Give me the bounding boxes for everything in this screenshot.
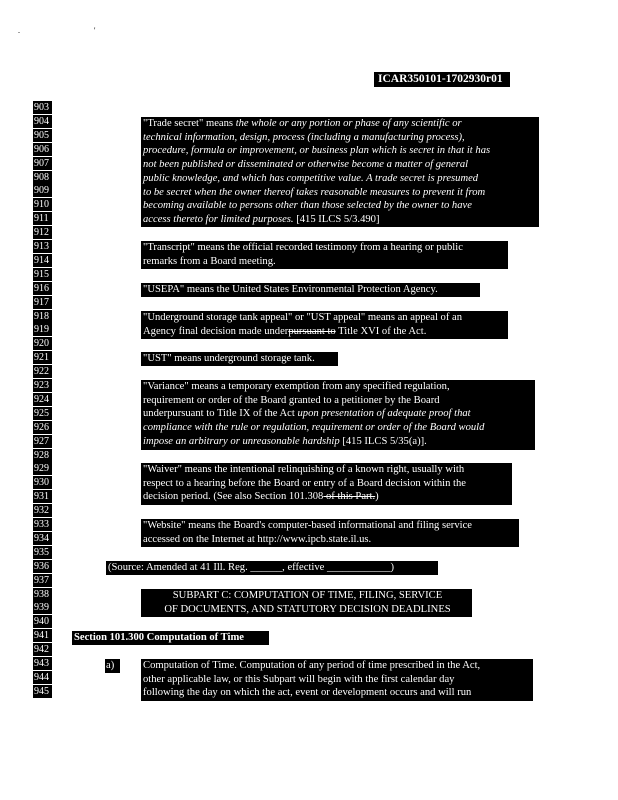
line-number: 911 [33, 212, 52, 225]
line-number: 935 [33, 546, 52, 559]
text-line: respect to a hearing before the Board or entry of a Board decision within the [143, 477, 466, 489]
line-number: 942 [33, 643, 52, 656]
line-number: 905 [33, 129, 52, 142]
definition-transcript [141, 241, 508, 269]
line-number: 920 [33, 337, 52, 350]
line-number: 937 [33, 574, 52, 587]
text-line: becoming available to persons other than those selected by the owner to have [143, 200, 472, 212]
subpart-heading [141, 589, 472, 617]
line-number: 926 [33, 421, 52, 434]
line-number: 921 [33, 351, 52, 364]
line-number: 916 [33, 282, 52, 295]
text-line: "Trade secret" means the whole or any portion or phase of any scientific or [143, 118, 462, 129]
line-number: 929 [33, 462, 52, 475]
definition-ust-appeal [141, 311, 508, 339]
line-number: 907 [33, 157, 52, 170]
text-line: other applicable law, or this Subpart will begin with the first calendar day [143, 673, 455, 685]
text-line: access thereto for limited purposes. [415 ILCS 5/3.490] [143, 213, 380, 225]
paragraph-label [105, 659, 120, 673]
text-line: OF DOCUMENTS, AND STATUTORY DECISION DEADLINES [164, 603, 451, 615]
line-number: 917 [33, 296, 52, 309]
text-line: accessed on the Internet at http://www.ipcb.state.il.us. [143, 533, 372, 545]
line-number: 939 [33, 601, 52, 614]
line-number: 938 [33, 588, 52, 601]
line-number: 936 [33, 560, 52, 573]
line-number: 914 [33, 254, 52, 267]
text-line: underpursuant to Title IX of the Act upon presentation of adequate proof that [143, 408, 471, 420]
text-line: to be secret when the owner thereof takes reasonable measures to prevent it from [143, 186, 486, 198]
text-line: remarks from a Board meeting. [143, 255, 276, 267]
text-line: following the day on which the act, event or development occurs and will run [143, 687, 472, 699]
line-number: 934 [33, 532, 52, 545]
line-number: 913 [33, 240, 52, 253]
text-line: Computation of Time. Computation of any period of time prescribed in the Act, [143, 660, 481, 671]
definition-variance [141, 380, 535, 450]
line-number: 909 [33, 184, 52, 197]
margin-specks: . ' [18, 26, 132, 35]
text-line: "UST" means underground storage tank. [143, 353, 315, 364]
line-number: 908 [33, 171, 52, 184]
line-number: 925 [33, 407, 52, 420]
text-line: SUBPART C: COMPUTATION OF TIME, FILING, SERVICE [172, 590, 443, 601]
text-line: (Source: Amended at 41 Ill. Reg. ______, effective ____________) [108, 562, 395, 573]
text-line: "Variance" means a temporary exemption from any specified regulation, [143, 381, 450, 392]
text-line: requirement or order of the Board granted to a petitioner by the Board [143, 394, 440, 406]
text-line: "USEPA" means the United States Environmental Protection Agency. [143, 284, 438, 295]
paragraph-a [141, 659, 533, 701]
document-id-header: ICAR350101-1702930r01 [374, 72, 510, 87]
line-number: 924 [33, 393, 52, 406]
line-number: 941 [33, 629, 52, 642]
line-number: 927 [33, 435, 52, 448]
line-number: 944 [33, 671, 52, 684]
line-number: 943 [33, 657, 52, 670]
text-line: "Transcript" means the official recorded testimony from a hearing or public [143, 242, 463, 253]
text-line: "Underground storage tank appeal" or "UST appeal" means an appeal of an [143, 312, 463, 323]
line-number: 922 [33, 365, 52, 378]
line-number: 903 [33, 101, 52, 114]
text-line: Section 101.300 Computation of Time [74, 632, 244, 643]
text-line: impose an arbitrary or unreasonable hardship [415 ILCS 5/35(a)]. [143, 435, 427, 447]
text-line: "Website" means the Board's computer-based informational and filing service [143, 520, 472, 531]
definition-usepa [141, 283, 480, 297]
definition-waiver [141, 463, 512, 505]
text-line: a) [106, 660, 115, 671]
definition-ust [141, 352, 338, 366]
text-line: decision period. (See also Section 101.308 of this Part.) [143, 491, 379, 503]
line-number: 928 [33, 449, 52, 462]
text-line: compliance with the rule or regulation, requirement or order of the Board would [143, 422, 485, 434]
line-number: 912 [33, 226, 52, 239]
text-line: technical information, design, process (including a manufacturing process), [143, 131, 465, 143]
line-number: 910 [33, 198, 52, 211]
text-line: Agency final decision made underpursuant to Title XVI of the Act. [143, 325, 427, 337]
line-number: 932 [33, 504, 52, 517]
line-number: 945 [33, 685, 52, 698]
source-note [106, 561, 438, 575]
line-number: 933 [33, 518, 52, 531]
line-number: 919 [33, 323, 52, 336]
line-number: 915 [33, 268, 52, 281]
line-number: 940 [33, 615, 52, 628]
section-heading [72, 631, 269, 645]
text-line: procedure, formula or improvement, or business plan which is secret in that it has [143, 145, 491, 157]
definition-website [141, 519, 519, 547]
line-number: 923 [33, 379, 52, 392]
line-number: 930 [33, 476, 52, 489]
line-number: 906 [33, 143, 52, 156]
line-number: 931 [33, 490, 52, 503]
line-number: 918 [33, 310, 52, 323]
definition-trade-secret [141, 117, 539, 227]
line-number: 904 [33, 115, 52, 128]
text-line: public knowledge, and which has competitive value. A trade secret is presumed [143, 172, 479, 184]
text-line: "Waiver" means the intentional relinquishing of a known right, usually with [143, 464, 465, 475]
text-line: not been published or disseminated or otherwise become a matter of general [143, 159, 469, 171]
